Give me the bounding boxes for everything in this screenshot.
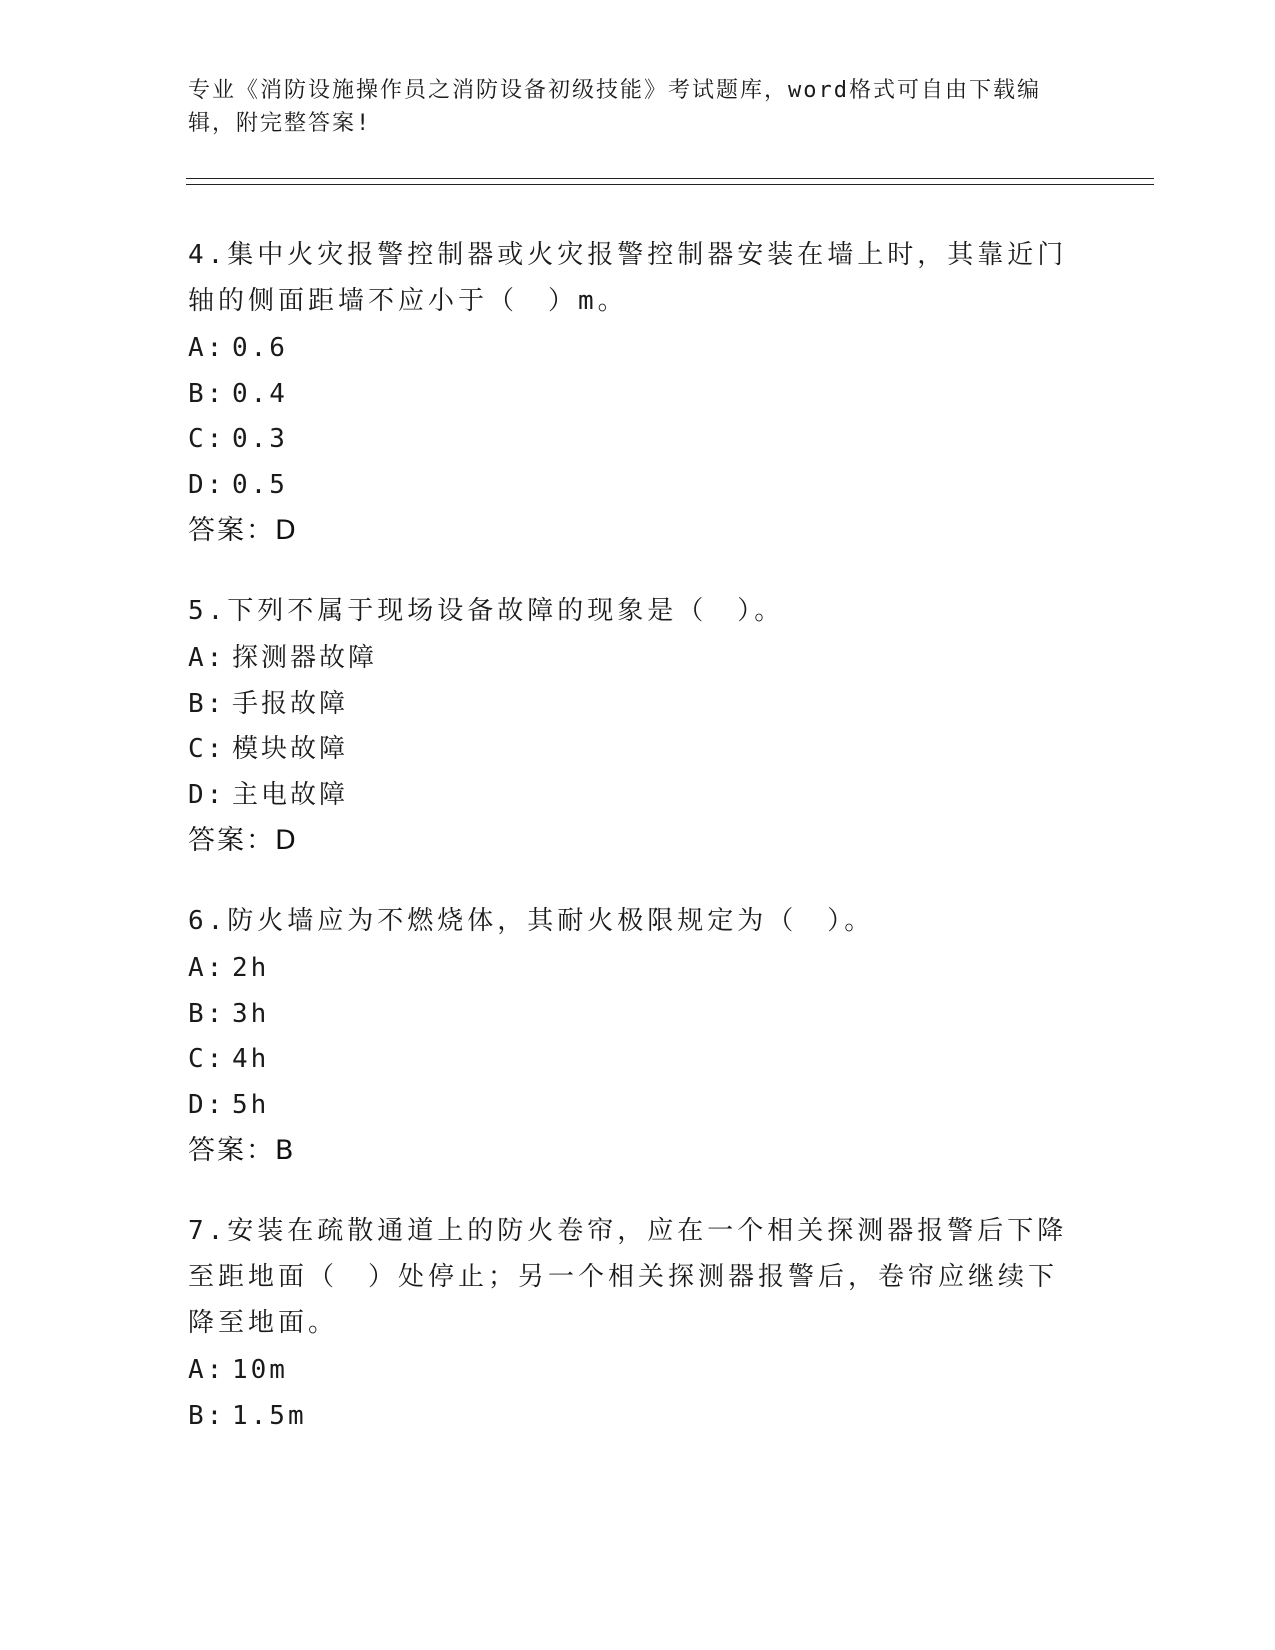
header-divider-top xyxy=(186,178,1154,179)
option-letter: A: xyxy=(188,643,226,673)
option-text: 0.4 xyxy=(232,378,288,409)
option-letter: A: xyxy=(188,333,226,363)
header-divider-bottom xyxy=(186,184,1154,185)
option-b xyxy=(188,372,1078,418)
option-letter: D: xyxy=(188,779,226,810)
option-d xyxy=(188,773,1078,819)
header-line-2: 辑，附完整答案! xyxy=(188,111,372,136)
option-c xyxy=(188,417,1078,463)
option-b xyxy=(188,682,1078,728)
option-text: 10m xyxy=(232,1355,288,1385)
question-6 xyxy=(188,898,1078,1174)
option-letter: C: xyxy=(188,734,226,764)
option-b xyxy=(188,1394,1078,1440)
option-letter: C: xyxy=(188,1044,226,1074)
option-a xyxy=(188,946,1078,992)
document-header xyxy=(188,74,1068,140)
option-b xyxy=(188,992,1078,1038)
question-list xyxy=(188,232,1078,1473)
option-text: 探测器故障 xyxy=(232,643,378,673)
option-text: 4h xyxy=(232,1044,270,1074)
option-a xyxy=(188,1348,1078,1394)
question-5 xyxy=(188,588,1078,864)
option-d xyxy=(188,1083,1078,1129)
question-stem: 7.安装在疏散通道上的防火卷帘，应在一个相关探测器报警后下降至距地面（ ）处停止；另一个相关探测器报警后，卷帘应继续下降至地面。 xyxy=(188,1216,1068,1338)
option-text: 0.3 xyxy=(232,424,288,454)
option-text: 模块故障 xyxy=(232,734,349,764)
option-letter: B: xyxy=(188,1400,226,1431)
option-text: 2h xyxy=(232,953,270,983)
option-letter: D: xyxy=(188,1089,226,1120)
header-line-1: 专业《消防设施操作员之消防设备初级技能》考试题库，word格式可自由下载编 xyxy=(188,78,1041,103)
question-7 xyxy=(188,1208,1078,1439)
question-stem: 5.下列不属于现场设备故障的现象是（ ）。 xyxy=(188,596,785,626)
option-text: 主电故障 xyxy=(232,779,349,810)
option-a xyxy=(188,636,1078,682)
option-text: 0.5 xyxy=(232,469,288,500)
question-4 xyxy=(188,232,1078,554)
option-c xyxy=(188,727,1078,773)
option-text: 0.6 xyxy=(232,333,288,363)
answer-line: 答案：B xyxy=(188,1135,296,1166)
option-a xyxy=(188,326,1078,372)
option-text: 3h xyxy=(232,998,270,1029)
option-letter: C: xyxy=(188,424,226,454)
option-letter: B: xyxy=(188,378,226,409)
question-stem: 4.集中火灾报警控制器或火灾报警控制器安装在墙上时，其靠近门轴的侧面距墙不应小于（ ）m。 xyxy=(188,240,1068,316)
option-c xyxy=(188,1037,1078,1083)
option-letter: B: xyxy=(188,998,226,1029)
option-letter: B: xyxy=(188,688,226,719)
option-text: 手报故障 xyxy=(232,688,349,719)
answer-line: 答案：D xyxy=(188,825,298,856)
option-letter: A: xyxy=(188,1355,226,1385)
option-text: 5h xyxy=(232,1089,270,1120)
answer-line: 答案：D xyxy=(188,515,298,546)
option-text: 1.5m xyxy=(232,1400,307,1431)
question-stem: 6.防火墙应为不燃烧体，其耐火极限规定为（ ）。 xyxy=(188,906,875,936)
option-d xyxy=(188,463,1078,509)
option-letter: D: xyxy=(188,469,226,500)
option-letter: A: xyxy=(188,953,226,983)
